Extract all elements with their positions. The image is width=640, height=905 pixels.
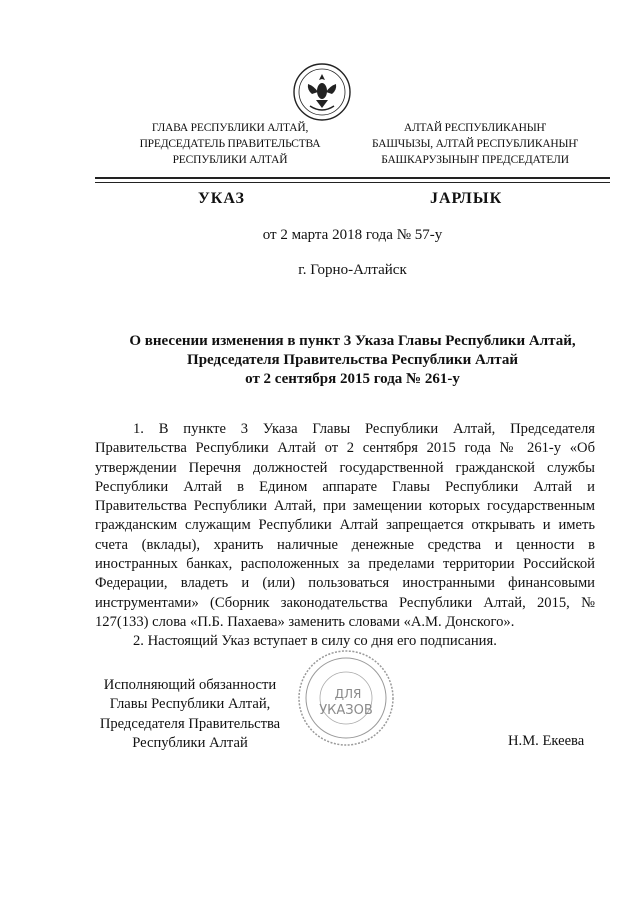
header-rule-thin [95, 182, 610, 183]
position-line: Главы Республики Алтай, [109, 696, 271, 713]
header-right-line: АЛТАЙ РЕСПУБЛИКАНЫҤ [403, 122, 547, 134]
official-seal-stamp [296, 648, 396, 748]
header-right-line: БАШКАРУЗЫНЫҤ ПРЕДСЕДАТЕЛИ [381, 154, 569, 166]
position-line: Республики Алтай [132, 734, 248, 751]
header-left [110, 120, 350, 168]
header-left-line: РЕСПУБЛИКИ АЛТАЙ [172, 154, 288, 166]
body-paragraph-1: 1. В пункте 3 Указа Главы Республики Алтай, Председателя Правительства Республики Алтай от 2 сентября 2015 года № 261-у «Об утверждении Перечня должностей государственной гражданской службы Республики Алтай в Едином аппарате Главы Республики Алтай и Правительства Республики Алтай, при замещении которых государственным гражданским служащим Республики Алтай запрещается открывать и иметь счета (вклады), хранить наличные денежные средства и ценности в иностранных банках, расположенных за пределами территории Российской Федерации, владеть и (или) пользоваться иностранными финансовыми инструментами» (Сборник законодательства Республики Алтай, 2015, № 127(133) слова «П.Б. Пахаева» заменить словами «А.М. Донского». [95, 421, 595, 630]
header-rule-thick [95, 177, 610, 179]
stamp-text-2: УКАЗОВ [319, 703, 373, 718]
document-city: г. Горно-Алтайск [298, 262, 407, 278]
header-right-line: БАШЧЫЗЫ, АЛТАЙ РЕСПУБЛИКАНЫҤ [372, 138, 578, 150]
header-right [355, 120, 595, 168]
signatory-name: Н.М. Екеева [508, 733, 585, 749]
document-date: от 2 марта 2018 года № 57-у [262, 227, 443, 243]
position-line: Исполняющий обязанности [103, 677, 277, 693]
document-title [95, 332, 610, 389]
coat-of-arms-icon [290, 60, 354, 124]
title-line: О внесении изменения в пункт 3 Указа Главы Республики Алтай, [129, 333, 576, 349]
header-left-line: ПРЕДСЕДАТЕЛЬ ПРАВИТЕЛЬСТВА [139, 138, 321, 150]
doc-type-alt: JАРЛЫК [430, 190, 503, 207]
document-body [95, 420, 595, 652]
title-line: Председателя Правительства Республики Алтай [187, 352, 518, 368]
body-paragraph-2: 2. Настоящий Указ вступает в силу со дня его подписания. [133, 633, 497, 650]
stamp-text-1: ДЛЯ [334, 687, 362, 701]
position-line: Председателя Правительства [99, 715, 281, 732]
doc-type-ru: УКАЗ [198, 190, 245, 207]
title-line: от 2 сентября 2015 года № 261-у [245, 371, 460, 387]
signatory-position [95, 676, 285, 753]
header-left-line: ГЛАВА РЕСПУБЛИКИ АЛТАЙ, [151, 122, 309, 134]
